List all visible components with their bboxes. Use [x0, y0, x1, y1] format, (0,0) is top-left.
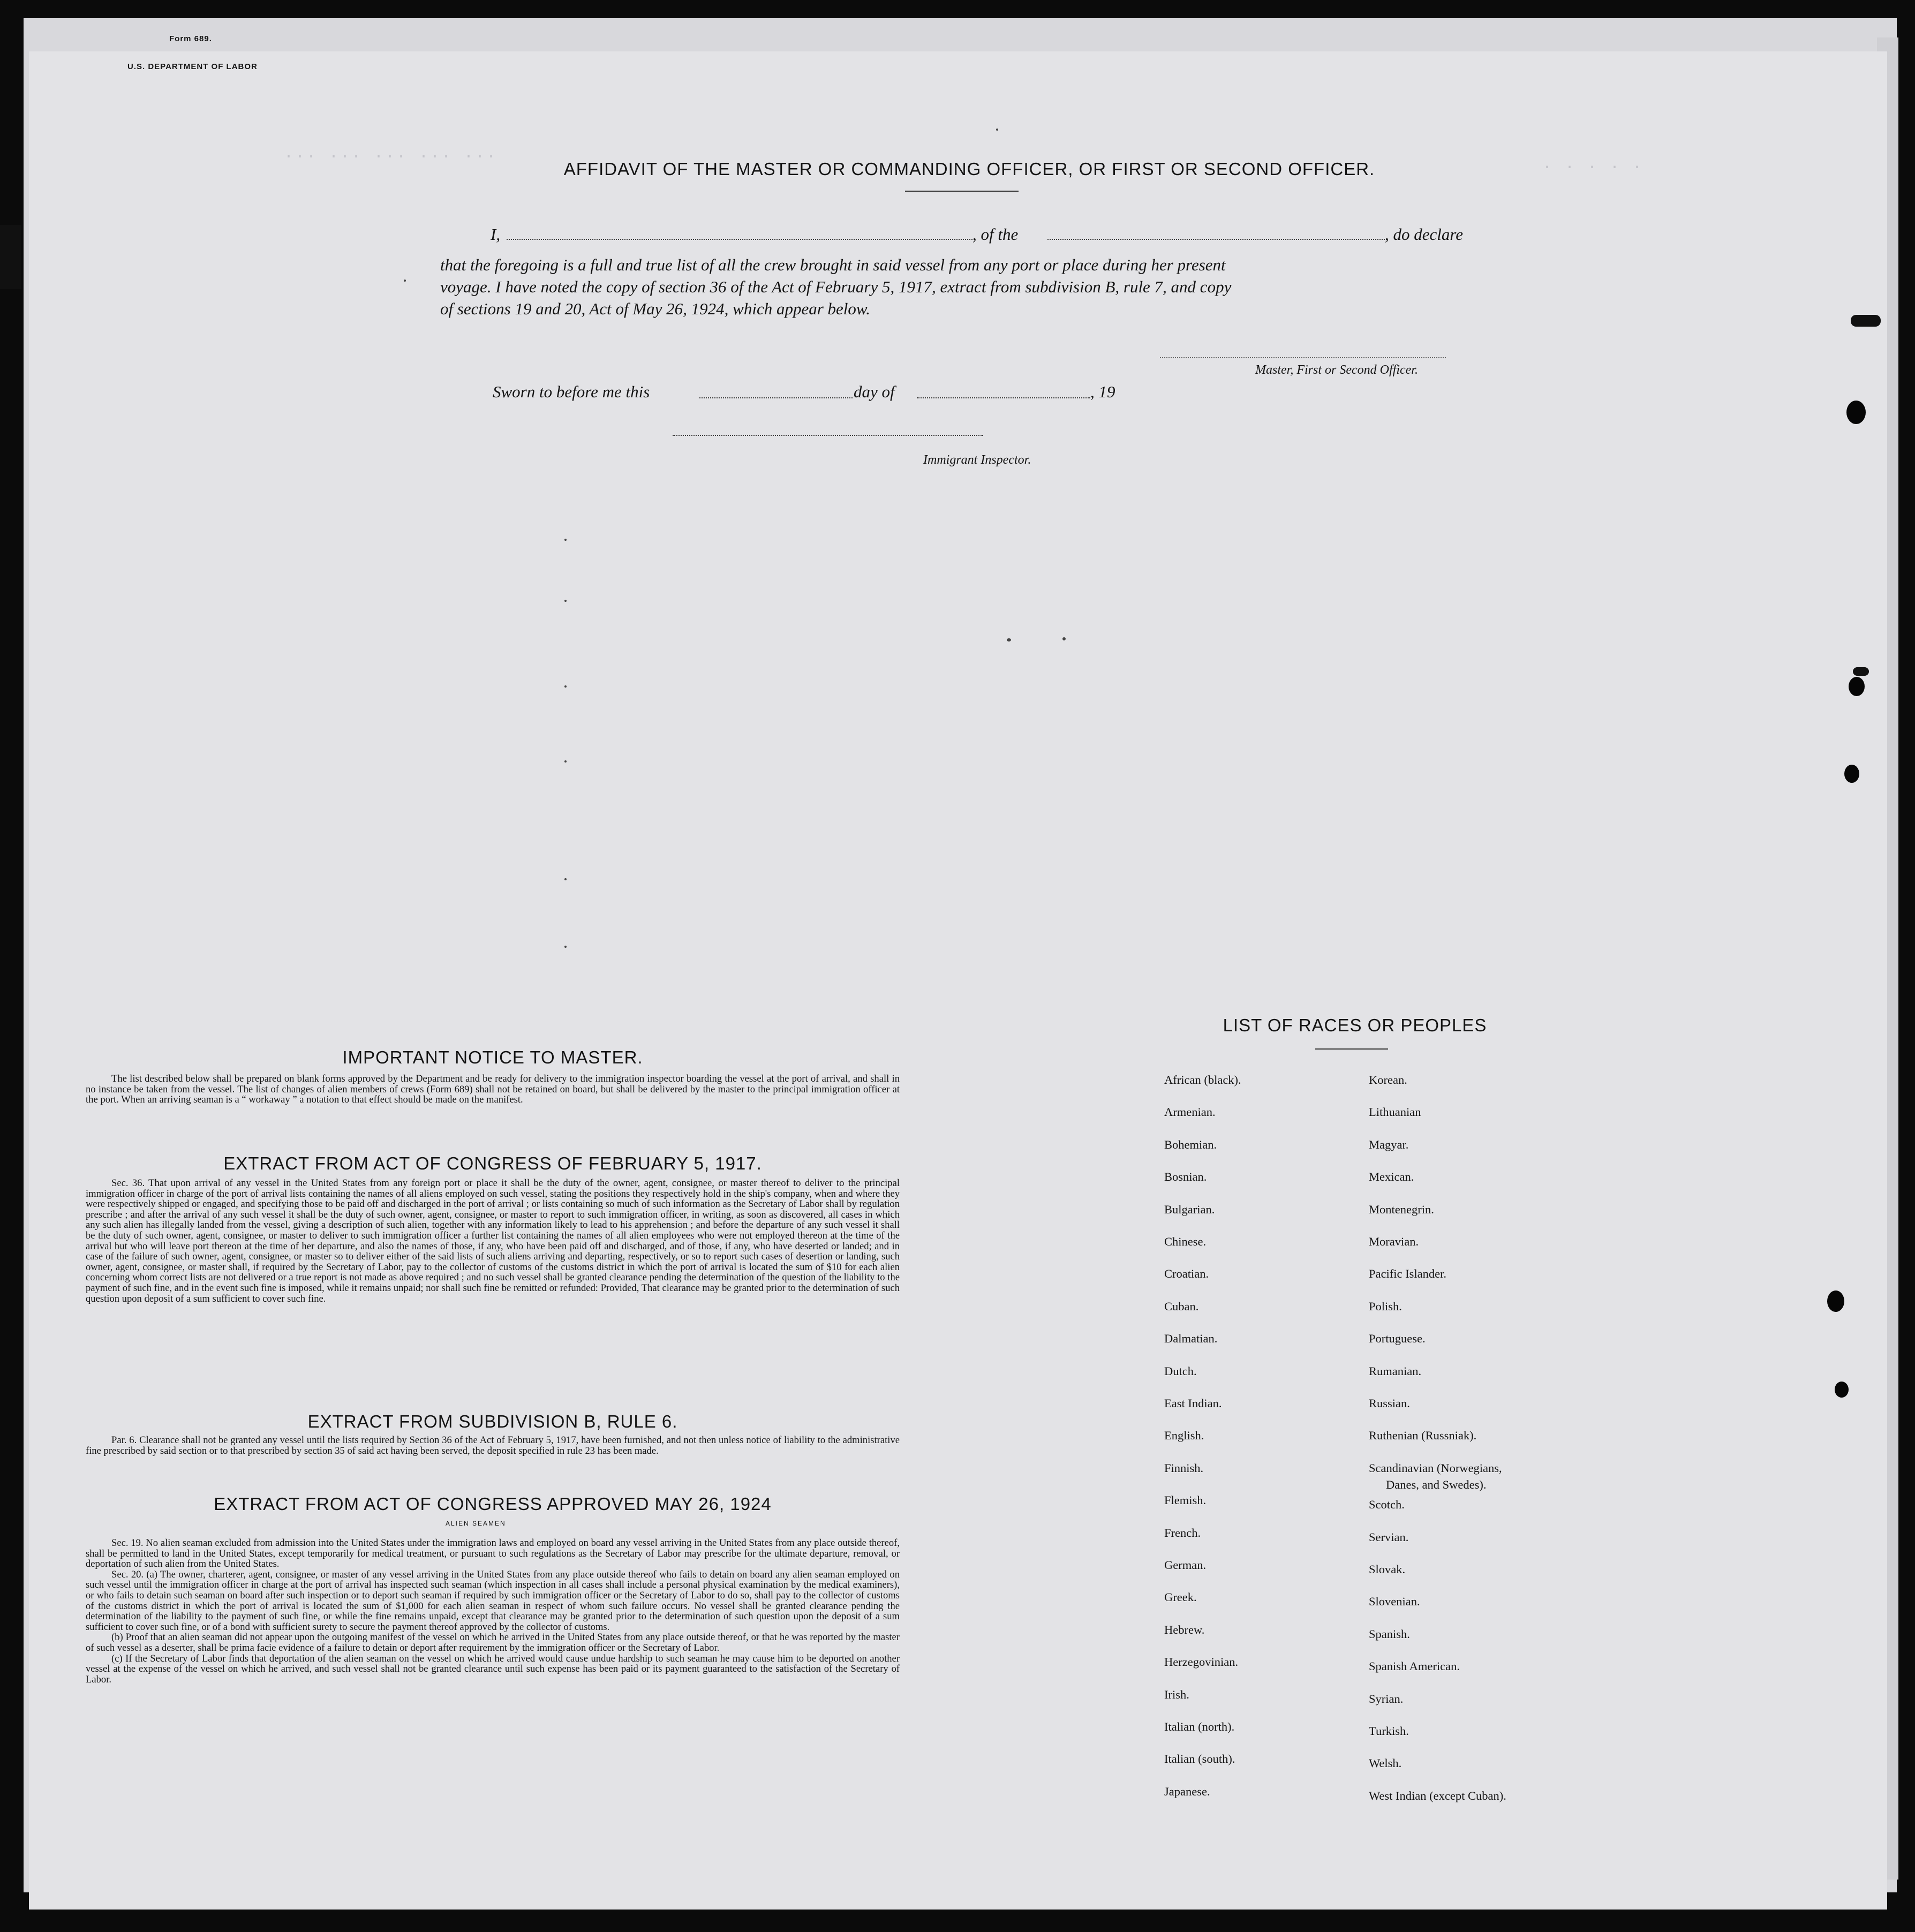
- race-item: English.: [1164, 1429, 1204, 1443]
- race-item: Montenegrin.: [1369, 1202, 1434, 1216]
- race-item: Herzegovinian.: [1164, 1655, 1239, 1669]
- speck: [564, 600, 567, 602]
- binder-tab: [1853, 667, 1869, 676]
- affidavit-body-line: of sections 19 and 20, Act of May 26, 1924, which appear below.: [440, 299, 871, 318]
- sec20c-paragraph: (c) If the Secretary of Labor finds that deportation of the alien seaman on the vessel on which he arrived would cause undue hardship to such seaman he may cause him to be deported on another vessel at the expense of the vessel on which he arrived, and such vessel shall not be granted clearance until such expense has been paid or its payment guaranteed to the satisfaction of the Secretary of Labor.: [86, 1652, 900, 1685]
- race-item: Slovak.: [1369, 1563, 1406, 1576]
- race-item: Slovenian.: [1369, 1595, 1420, 1609]
- race-item: German.: [1164, 1558, 1207, 1572]
- punch-hole: [1849, 677, 1865, 696]
- race-item: Greek.: [1164, 1590, 1197, 1604]
- race-item: Croatian.: [1164, 1267, 1209, 1281]
- race-item: Dutch.: [1164, 1364, 1197, 1378]
- race-item: Lithuanian: [1369, 1105, 1421, 1119]
- punch-hole: [1827, 1290, 1844, 1312]
- race-item: West Indian (except Cuban).: [1369, 1788, 1506, 1802]
- race-item: Irish.: [1164, 1687, 1189, 1701]
- sworn-day-line: [699, 397, 853, 398]
- notice-paragraph: The list described below shall be prepared on blank forms approved by the Department and be ready for delivery to the immigration inspector boarding the vessel at the port of arrival, and shall in no instance be taken from the vessel. The list of changes of alien members of crews (Form 689) shall not be retained on board, but shall be delivered by the master to the principal immigration officer at the port. When an arriving seaman is a “ workaway ” a notation to that effect should be made on the manifest.: [86, 1073, 900, 1106]
- affidavit-title: AFFIDAVIT OF THE MASTER OR COMMANDING OFFICER, OR FIRST OR SECOND OFFICER.: [563, 159, 1375, 179]
- race-item: Pacific Islander.: [1369, 1267, 1446, 1281]
- master-signature-label: Master, First or Second Officer.: [1255, 363, 1418, 377]
- race-item: Hebrew.: [1164, 1622, 1205, 1636]
- race-item: Mexican.: [1369, 1170, 1414, 1184]
- extract-1924-subtitle: ALIEN SEAMEN: [446, 1520, 506, 1527]
- race-item: Spanish American.: [1369, 1659, 1460, 1673]
- race-item: Bosnian.: [1164, 1170, 1207, 1184]
- race-item: Portuguese.: [1369, 1332, 1426, 1346]
- race-item: Finnish.: [1164, 1461, 1204, 1475]
- race-item: Italian (south).: [1164, 1752, 1235, 1766]
- race-item: Chinese.: [1164, 1235, 1207, 1248]
- race-item: Korean.: [1369, 1073, 1407, 1086]
- race-item: Spanish.: [1369, 1627, 1410, 1641]
- race-item: Italian (north).: [1164, 1720, 1235, 1733]
- title-rule: [905, 191, 1019, 192]
- notice-title: IMPORTANT NOTICE TO MASTER.: [342, 1047, 643, 1067]
- affidavit-body-line: voyage. I have noted the copy of section 36 of the Act of February 5, 1917, extract from subdivision B, rule 7, and copy: [440, 277, 1232, 296]
- affidavit-i-label: I,: [491, 225, 501, 244]
- race-item: Rumanian.: [1369, 1364, 1422, 1378]
- rule6-paragraph: Par. 6. Clearance shall not be granted any vessel until the lists required by Section 36 of the Act of February 5, 1917, have been furnished, and not then unless notice of liability to the administrative fine prescribed by said section or to that prescribed by section 35 of said act having been served, the deposit specified in rule 23 has been made.: [86, 1435, 900, 1456]
- form-number: Form 689.: [169, 34, 212, 43]
- race-item: Moravian.: [1369, 1235, 1419, 1248]
- notice-text: [86, 1074, 900, 1105]
- race-item: Welsh.: [1369, 1756, 1402, 1770]
- binder-tab: [0, 225, 21, 289]
- race-item: Scandinavian (Norwegians,: [1369, 1461, 1502, 1475]
- master-signature-line: [1160, 357, 1446, 358]
- race-item: Armenian.: [1164, 1105, 1216, 1119]
- race-item: Ruthenian (Russniak).: [1369, 1429, 1477, 1443]
- race-item: Scotch.: [1369, 1498, 1405, 1512]
- day-of-label: day of: [854, 382, 895, 401]
- extract-1917-title: EXTRACT FROM ACT OF CONGRESS OF FEBRUARY 5, 1917.: [223, 1153, 762, 1173]
- race-item: Bohemian.: [1164, 1137, 1217, 1151]
- race-item: Dalmatian.: [1164, 1332, 1218, 1346]
- inspector-signature-line: [673, 435, 983, 436]
- speck: [1062, 637, 1066, 640]
- races-title: LIST OF RACES OR PEOPLES: [1223, 1015, 1487, 1035]
- speck: [404, 280, 406, 282]
- race-item: Russian.: [1369, 1397, 1410, 1410]
- races-rule: [1315, 1048, 1388, 1050]
- name-line: [507, 239, 972, 240]
- extract-1924-text: [86, 1538, 900, 1685]
- race-item: Bulgarian.: [1164, 1202, 1215, 1216]
- sworn-label: Sworn to before me this: [493, 382, 650, 401]
- speck: [564, 760, 567, 763]
- sec20a-paragraph: Sec. 20. (a) The owner, charterer, agent, consignee, or master of any vessel arriving in the United States from any place outside thereof who fails to detain on board any alien seaman employed on such vessel until the immigration officer in charge at the port of arrival has inspected such seaman (which inspection in all cases shall include a personal physical examination by the medical examiners), or who fails to detain such seaman on board after such inspection or to deport such seaman if required by such immigration officer or the Secretary of Labor to do so, shall pay to the collector of customs of the customs district in which the port of arrival is located the sum of $1,000 for each alien seaman in respect of whom such failure occurs. No vessel shall be granted clearance pending the determination of the liability to the payment of such fine, or while the fine remains unpaid, except that clearance may be granted prior to the determination of such question upon the deposit of a sum sufficient to cover such fine, or of a bond with sufficient surety to secure the payment thereof approved by the collector of customs.: [86, 1568, 900, 1633]
- race-item: East Indian.: [1164, 1397, 1222, 1410]
- speck: [564, 539, 567, 541]
- race-item: Magyar.: [1369, 1137, 1409, 1151]
- year-label: , 19: [1090, 382, 1115, 401]
- bleed-through-text: ... ... ... ... ...: [284, 145, 498, 163]
- speck: [996, 129, 998, 131]
- race-item: Danes, and Swedes).: [1386, 1478, 1487, 1491]
- speck: [564, 685, 567, 688]
- affidavit-body-line: that the foregoing is a full and true list of all the crew brought in said vessel from any port or place during her present: [440, 255, 1226, 274]
- rule6-text: [86, 1435, 900, 1456]
- race-item: Cuban.: [1164, 1299, 1199, 1313]
- sec20b-paragraph: (b) Proof that an alien seaman did not appear upon the outgoing manifest of the vessel on which he arrived in the United States from any place outside thereof, or that he was reported by the master of such vessel as a deserter, shall be prima facie evidence of a failure to detain or deport after requirement by the immigration officer or the Secretary of Labor.: [86, 1632, 900, 1654]
- speck: [1007, 638, 1011, 642]
- of-the-label: , of the: [972, 225, 1019, 244]
- vessel-line: [1047, 239, 1385, 240]
- sec19-paragraph: Sec. 19. No alien seaman excluded from admission into the United States under the immigration laws and employed on board any vessel arriving in the United States from any place outside thereof, shall be permitted to land in the United States, except temporarily for medical treatment, or pursuant to such regulations as the Secretary of Labor may prescribe for the ultimate departure, removal, or deportation of such alien from the United States.: [86, 1537, 900, 1570]
- race-item: Japanese.: [1164, 1784, 1210, 1798]
- do-declare-label: , do declare: [1385, 225, 1464, 244]
- race-item: Turkish.: [1369, 1724, 1409, 1738]
- department-label: U.S. DEPARTMENT OF LABOR: [127, 62, 258, 71]
- rule6-title: EXTRACT FROM SUBDIVISION B, RULE 6.: [307, 1412, 678, 1431]
- race-item: Syrian.: [1369, 1692, 1404, 1705]
- race-item: French.: [1164, 1526, 1201, 1539]
- speck: [564, 946, 567, 948]
- race-item: Polish.: [1369, 1299, 1402, 1313]
- speck: [564, 878, 567, 880]
- race-item: African (black).: [1164, 1073, 1241, 1086]
- bleed-through-text: . . . . .: [1542, 155, 1644, 173]
- punch-hole: [1844, 765, 1859, 783]
- extract-1924-title: EXTRACT FROM ACT OF CONGRESS APPROVED MAY 26, 1924: [214, 1494, 772, 1514]
- extract-1917-text: [86, 1178, 900, 1304]
- binder-tab: [1851, 315, 1881, 327]
- punch-hole: [1835, 1382, 1849, 1398]
- punch-hole: [1846, 401, 1866, 424]
- inspector-signature-label: Immigrant Inspector.: [923, 453, 1031, 467]
- sworn-month-line: [917, 397, 1090, 398]
- sec36-paragraph: Sec. 36. That upon arrival of any vessel in the United States from any foreign port or place it shall be the duty of the owner, agent, consignee, or master thereof to deliver to the principal immigration officer in charge of the port of arrival lists containing the names of all aliens employed on such vessel, stating the positions they respectively hold in the ship's company, when and where they were respectively shipped or engaged, and specifying those to be paid off and discharged in the port of arrival ; or lists containing so much of such information as the Secretary of Labor shall by regulation prescribe ; and after the arrival of any such vessel it shall be the duty of such owner, agent, consignee, or master to report to such immigration officer, in writing, as soon as discovered, all cases in which any such alien has illegally landed from the vessel, giving a description of such alien, together with any information likely to lead to his apprehension ; and before the departure of any such vessel it shall be the duty of such owner, agent, consignee, or master to deliver to such immigration officer a further list containing the names of all alien employees who were not employed thereon at the time of the arrival but who will leave port thereon at the time of her departure, and also the names of those, if any, who have been paid off and discharged, and of those, if any, who have deserted or landed; and in case of the failure of such owner, agent, consignee, or master so to deliver either of the said lists of such aliens arriving and departing, respectively, or so to report such cases of desertion or landing, such owner, agent, consignee, or master shall, if required by the Secretary of Labor, pay to the collector of customs of the customs district in which the port of arrival is located the sum of $10 for each alien concerning whom correct lists are not delivered or a true report is not made as above required ; and no such vessel shall be granted clearance pending the determination of the question of the liability to the payment of such fine, and in the event such fine is imposed, while it remains unpaid; nor shall such fine be remitted or refunded: Provided, That clearance may be granted prior to the determination of such question upon deposit of a sum sufficient to cover such fine.: [86, 1178, 900, 1304]
- race-item: Flemish.: [1164, 1493, 1207, 1507]
- race-item: Servian.: [1369, 1530, 1409, 1544]
